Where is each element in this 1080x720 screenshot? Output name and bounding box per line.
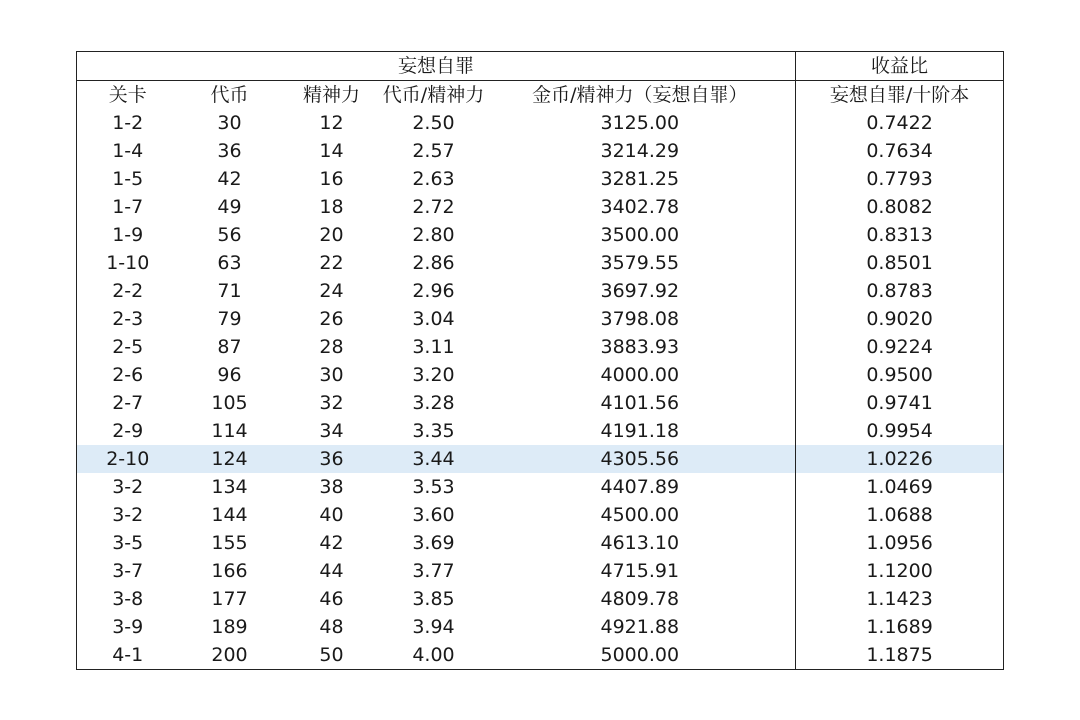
cell-ratio: 0.9741	[796, 389, 1004, 417]
cell-token-per-stamina: 3.85	[412, 588, 455, 610]
table-body	[77, 52, 1004, 670]
cell-stamina: 24	[319, 280, 344, 302]
group-header-row	[77, 52, 1004, 81]
table-row	[77, 417, 1004, 445]
cell-ratio: 0.7793	[796, 165, 1004, 193]
cell-ratio: 0.7634	[796, 137, 1004, 165]
stage-yield-table	[76, 51, 1004, 670]
cell-token-per-stamina: 2.72	[412, 196, 455, 218]
cell-stamina: 34	[319, 420, 344, 442]
cell-stamina: 28	[319, 336, 344, 358]
cell-stamina: 12	[319, 112, 344, 134]
cell-ratio: 0.7422	[796, 109, 1004, 137]
cell-token-per-stamina: 3.94	[412, 616, 455, 638]
cell-stage: 3-2	[77, 473, 179, 501]
cell-stamina: 44	[319, 560, 344, 582]
cell-ratio: 0.9954	[796, 417, 1004, 445]
cell-gold-per-stamina: 3500.00	[600, 224, 680, 246]
table-row	[77, 445, 1004, 473]
cell-token-per-stamina: 3.44	[383, 445, 485, 473]
cell-stage: 2-2	[77, 277, 179, 305]
cell-stamina: 38	[319, 476, 344, 498]
cell-stage: 1-9	[77, 221, 179, 249]
cell-gold-per-stamina: 4191.18	[600, 420, 680, 442]
cell-tokens: 79	[217, 308, 242, 330]
cell-tokens: 30	[217, 112, 242, 134]
table-row	[77, 473, 1004, 501]
cell-tokens: 42	[217, 168, 242, 190]
cell-gold-per-stamina: 4500.00	[600, 504, 680, 526]
cell-ratio: 1.1689	[796, 613, 1004, 641]
cell-token-per-stamina: 2.80	[412, 224, 455, 246]
col-header-token-per-stamina: 代币/精神力	[382, 84, 485, 106]
column-header-row	[77, 81, 1004, 110]
cell-token-per-stamina: 3.11	[412, 336, 455, 358]
cell-tokens: 105	[211, 392, 248, 414]
cell-token-per-stamina: 2.96	[412, 280, 455, 302]
col-header-tokens: 代币	[210, 84, 249, 106]
cell-stage: 3-8	[77, 585, 179, 613]
cell-token-per-stamina: 3.69	[412, 532, 455, 554]
table-row	[77, 501, 1004, 529]
cell-stage: 3-7	[77, 557, 179, 585]
cell-tokens: 49	[217, 196, 242, 218]
cell-stage: 3-9	[77, 613, 179, 641]
cell-stage: 2-5	[77, 333, 179, 361]
cell-gold-per-stamina: 4000.00	[600, 364, 680, 386]
cell-gold-per-stamina: 3214.29	[600, 140, 680, 162]
cell-stage: 1-5	[77, 165, 179, 193]
cell-token-per-stamina: 3.20	[412, 364, 455, 386]
cell-stamina: 48	[319, 616, 344, 638]
cell-tokens: 96	[217, 364, 242, 386]
cell-gold-per-stamina: 4101.56	[600, 392, 680, 414]
cell-ratio: 0.9500	[796, 361, 1004, 389]
cell-stamina: 46	[319, 588, 344, 610]
cell-gold-per-stamina: 3579.55	[600, 252, 680, 274]
cell-token-per-stamina: 2.63	[412, 168, 455, 190]
cell-stamina: 18	[319, 196, 344, 218]
cell-gold-per-stamina: 3125.00	[600, 112, 680, 134]
table-row	[77, 249, 1004, 277]
cell-gold-per-stamina: 3883.93	[600, 336, 680, 358]
cell-gold-per-stamina: 4407.89	[600, 476, 680, 498]
cell-ratio: 0.8082	[796, 193, 1004, 221]
col-header-stage: 关卡	[77, 81, 179, 110]
cell-ratio: 1.1423	[796, 585, 1004, 613]
cell-ratio: 1.0956	[796, 529, 1004, 557]
cell-gold-per-stamina: 4921.88	[600, 616, 680, 638]
cell-token-per-stamina: 2.50	[412, 112, 455, 134]
cell-stamina: 30	[319, 364, 344, 386]
cell-tokens: 144	[211, 504, 248, 526]
cell-stage: 1-7	[77, 193, 179, 221]
cell-tokens: 177	[211, 588, 248, 610]
cell-stamina: 22	[319, 252, 344, 274]
table-row	[77, 137, 1004, 165]
cell-tokens: 155	[211, 532, 248, 554]
cell-tokens: 71	[217, 280, 242, 302]
cell-stage: 1-4	[77, 137, 179, 165]
cell-tokens: 124	[179, 445, 281, 473]
cell-stage: 3-5	[77, 529, 179, 557]
cell-ratio: 0.8501	[796, 249, 1004, 277]
cell-stage: 3-2	[77, 501, 179, 529]
col-header-stamina: 精神力	[302, 84, 360, 106]
cell-ratio: 1.1875	[796, 641, 1004, 670]
table-row	[77, 109, 1004, 137]
cell-tokens: 166	[211, 560, 248, 582]
cell-token-per-stamina: 3.77	[412, 560, 455, 582]
cell-tokens: 87	[217, 336, 242, 358]
cell-token-per-stamina: 3.35	[412, 420, 455, 442]
cell-ratio: 0.8313	[796, 221, 1004, 249]
col-header-ratio: 妄想自罪/十阶本	[796, 81, 1004, 110]
cell-token-per-stamina: 4.00	[383, 641, 485, 670]
cell-gold-per-stamina: 3281.25	[600, 168, 680, 190]
cell-stamina: 20	[319, 224, 344, 246]
table-row	[77, 193, 1004, 221]
cell-tokens: 36	[217, 140, 242, 162]
cell-token-per-stamina: 3.04	[412, 308, 455, 330]
cell-ratio: 1.0469	[796, 473, 1004, 501]
cell-stage: 2-6	[77, 361, 179, 389]
cell-gold-per-stamina: 4305.56	[485, 445, 796, 473]
cell-ratio: 0.9224	[796, 333, 1004, 361]
group-header-left: 妄想自罪	[77, 52, 796, 81]
cell-gold-per-stamina: 4715.91	[600, 560, 680, 582]
cell-gold-per-stamina: 4809.78	[600, 588, 680, 610]
cell-tokens: 200	[179, 641, 281, 670]
cell-gold-per-stamina: 5000.00	[485, 641, 796, 670]
cell-tokens: 56	[217, 224, 242, 246]
cell-stage: 2-3	[77, 305, 179, 333]
table-row	[77, 585, 1004, 613]
table-row	[77, 221, 1004, 249]
cell-stamina: 32	[319, 392, 344, 414]
cell-stage: 2-10	[77, 445, 179, 473]
table-row	[77, 333, 1004, 361]
cell-ratio: 1.0688	[796, 501, 1004, 529]
cell-stamina: 14	[319, 140, 344, 162]
table-row	[77, 165, 1004, 193]
cell-stamina: 42	[319, 532, 344, 554]
cell-tokens: 134	[211, 476, 248, 498]
cell-stage: 1-10	[77, 249, 179, 277]
table-row	[77, 557, 1004, 585]
cell-token-per-stamina: 3.28	[412, 392, 455, 414]
cell-token-per-stamina: 3.60	[412, 504, 455, 526]
table-row	[77, 529, 1004, 557]
group-header-right: 收益比	[796, 52, 1004, 81]
cell-stage: 2-7	[77, 389, 179, 417]
col-header-gold-per-stamina: 金币/精神力（妄想自罪）	[532, 84, 748, 106]
table-row	[77, 361, 1004, 389]
cell-gold-per-stamina: 4613.10	[600, 532, 680, 554]
cell-token-per-stamina: 2.86	[412, 252, 455, 274]
cell-tokens: 114	[211, 420, 248, 442]
cell-gold-per-stamina: 3402.78	[600, 196, 680, 218]
cell-tokens: 189	[211, 616, 248, 638]
cell-stage: 4-1	[77, 641, 179, 670]
table-row	[77, 613, 1004, 641]
cell-stamina: 36	[281, 445, 383, 473]
cell-ratio: 1.0226	[796, 445, 1004, 473]
cell-stamina: 26	[319, 308, 344, 330]
table-row	[77, 277, 1004, 305]
cell-ratio: 1.1200	[796, 557, 1004, 585]
cell-stamina: 50	[281, 641, 383, 670]
cell-stamina: 16	[319, 168, 344, 190]
table-row	[77, 305, 1004, 333]
cell-token-per-stamina: 2.57	[412, 140, 455, 162]
table-row	[77, 641, 1004, 670]
cell-gold-per-stamina: 3697.92	[600, 280, 680, 302]
cell-stage: 1-2	[77, 109, 179, 137]
table-row	[77, 389, 1004, 417]
cell-gold-per-stamina: 3798.08	[600, 308, 680, 330]
cell-ratio: 0.8783	[796, 277, 1004, 305]
cell-tokens: 63	[217, 252, 242, 274]
cell-stage: 2-9	[77, 417, 179, 445]
cell-token-per-stamina: 3.53	[412, 476, 455, 498]
cell-stamina: 40	[319, 504, 344, 526]
cell-ratio: 0.9020	[796, 305, 1004, 333]
